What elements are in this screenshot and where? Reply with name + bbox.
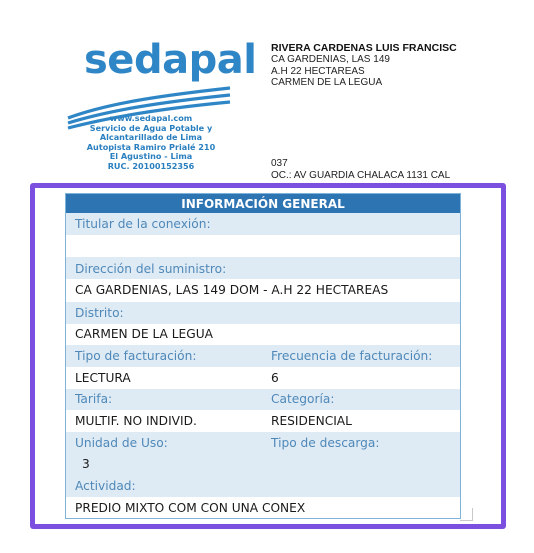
distrito-value-row <box>66 324 460 345</box>
unidad-uso-value: 3 <box>82 457 90 471</box>
customer-street: CA GARDENIAS, LAS 149 <box>271 54 390 65</box>
customer-district: CARMEN DE LA LEGUA <box>271 77 383 88</box>
page-corner-mark <box>460 508 473 521</box>
actividad-label: Actividad: <box>75 479 136 493</box>
tipo-facturacion-label: Tipo de facturación: <box>75 349 197 363</box>
company-info <box>62 114 240 172</box>
actividad-label-row <box>66 475 460 497</box>
tarifa-label: Tarifa: <box>75 392 113 406</box>
panel-header: INFORMACIÓN GENERAL <box>66 194 460 213</box>
sedapal-logo-block <box>62 30 257 180</box>
direccion-label-row <box>66 257 460 279</box>
unidad-label-row <box>66 432 460 475</box>
company-tagline-2: Alcantarillado de Lima <box>99 132 203 143</box>
direccion-value: CA GARDENIAS, LAS 149 DOM - A.H 22 HECTAREAS <box>75 283 389 297</box>
distrito-value: CARMEN DE LA LEGUA <box>75 327 213 341</box>
facturacion-label-row <box>66 345 460 367</box>
direccion-value-row <box>66 279 460 302</box>
customer-name: RIVERA CARDENAS LUIS FRANCISC <box>271 42 457 54</box>
company-tagline-1: Servicio de Agua Potable y <box>89 122 213 133</box>
unidad-uso-label: Unidad de Uso: <box>75 436 168 450</box>
reference-code: 037 <box>271 158 288 169</box>
customer-address-block <box>271 42 480 89</box>
frecuencia-facturacion-label: Frecuencia de facturación: <box>271 349 433 363</box>
titular-value-row <box>66 235 460 257</box>
frecuencia-facturacion-value: 6 <box>271 371 279 385</box>
tipo-facturacion-value: LECTURA <box>75 371 131 385</box>
facturacion-value-row <box>66 367 460 389</box>
tarifa-label-row <box>66 389 460 410</box>
categoria-value: RESIDENCIAL <box>271 414 352 428</box>
distrito-label-row <box>66 302 460 324</box>
company-address-1: Autopista Ramiro Prialé 210 <box>86 141 216 152</box>
company-website: www.sedapal.com <box>109 113 193 123</box>
distrito-label: Distrito: <box>75 306 124 320</box>
direccion-label: Dirección del suministro: <box>75 262 227 276</box>
sedapal-logo-wordmark: sedapal <box>84 37 257 83</box>
reference-oc: OC.: AV GUARDIA CHALACA 1131 CAL <box>271 169 451 181</box>
titular-label-row <box>66 213 460 235</box>
actividad-value: PREDIO MIXTO COM CON UNA CONEX <box>75 501 306 515</box>
titular-label: Titular de la conexión: <box>75 217 211 231</box>
categoria-label: Categoría: <box>271 392 335 406</box>
general-info-panel <box>65 193 461 519</box>
customer-area: A.H 22 HECTAREAS <box>271 65 365 77</box>
tarifa-value: MULTIF. NO INDIVID. <box>75 414 197 428</box>
company-address-2: El Agustino - Lima <box>109 151 193 162</box>
tipo-descarga-label: Tipo de descarga: <box>271 436 380 450</box>
reference-block <box>271 158 480 181</box>
actividad-value-row <box>66 497 460 519</box>
company-ruc: RUC. 20100152356 <box>107 160 195 171</box>
tarifa-value-row <box>66 410 460 432</box>
